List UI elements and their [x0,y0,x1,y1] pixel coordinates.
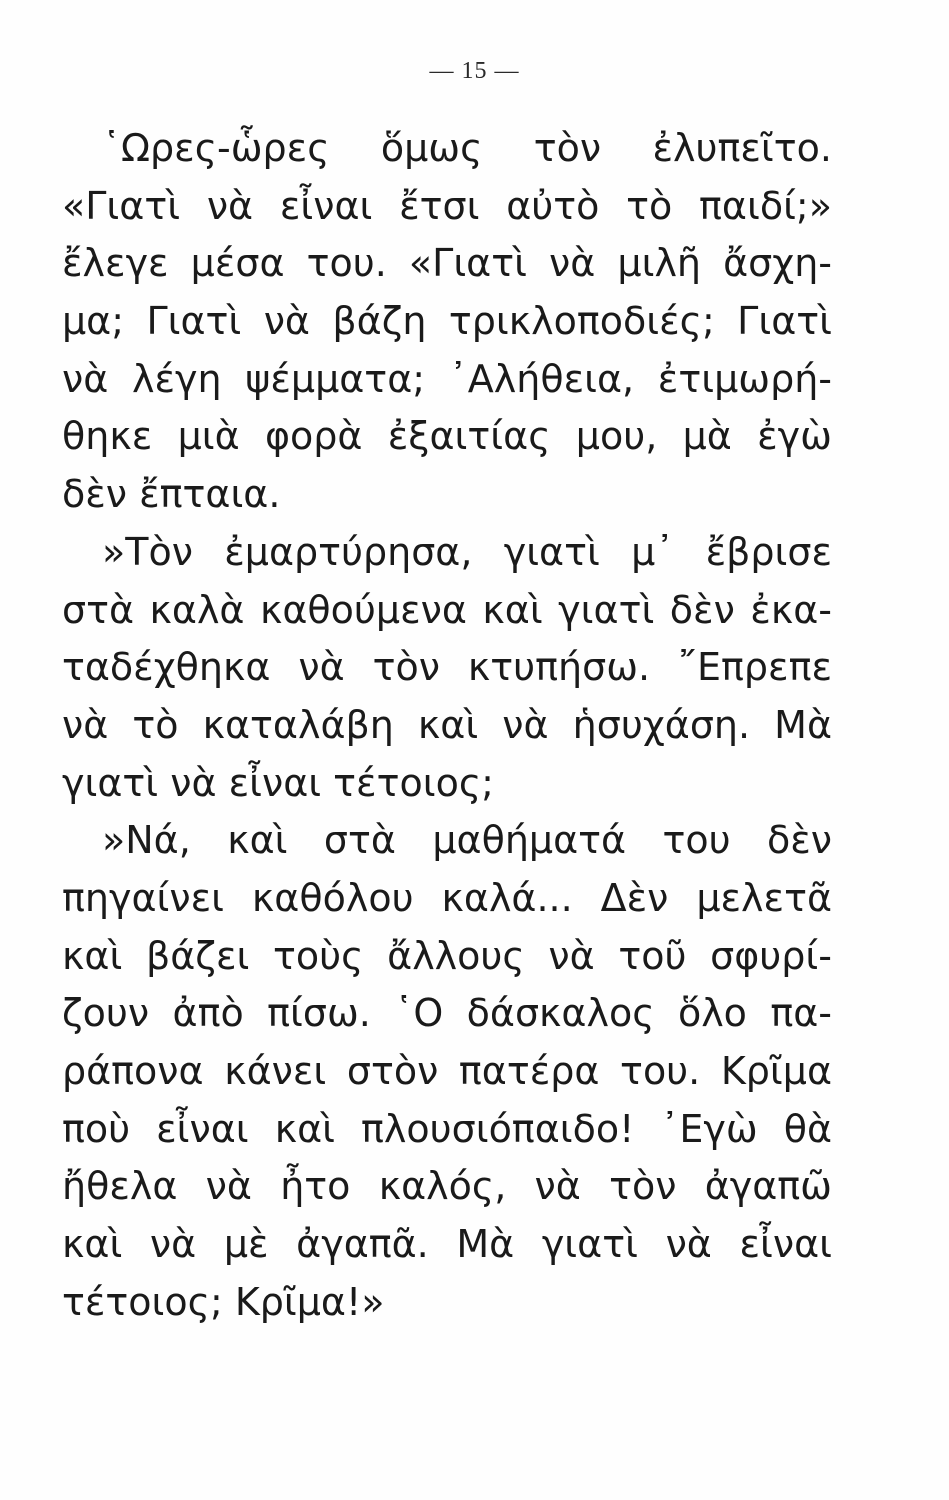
text-line: μα; Γιατὶ νὰ βάζη τρικλοποδιές; Γιατὶ [62,299,832,344]
text-line: θηκε μιὰ φορὰ ἐξαιτίας μου, μὰ ἐγὼ [62,414,832,459]
text-line: νὰ λέγη ψέμματα; ᾿Αλήθεια, ἐτιμωρή- [62,356,832,401]
text-line: καὶ νὰ μὲ ἀγαπᾶ. Μὰ γιατὶ νὰ εἶναι [62,1222,832,1267]
text-line: ἔλεγε μέσα του. «Γιατὶ νὰ μιλῆ ἄσχη- [62,241,832,286]
text-line: νὰ τὸ καταλάβη καὶ νὰ ἡσυχάση. Μὰ [62,702,832,747]
text-line: δὲν ἔπταια. [62,472,281,517]
text-line: ῾Ωρες-ὧρες ὅμως τὸν ἐλυπεῖτο. [102,126,832,170]
text-line: »Νά, καὶ στὰ μαθήματά του δὲν [102,818,832,863]
text-line: γιατὶ νὰ εἶναι τέτοιος; [62,760,494,805]
text-line: καὶ βάζει τοὺς ἄλλους νὰ τοῦ σφυρί- [62,933,832,978]
text-line: ἤθελα νὰ ἦτο καλός, νὰ τὸν ἀγαπῶ [62,1164,832,1209]
text-line: στὰ καλὰ καθούμενα καὶ γιατὶ δὲν ἐκα- [62,587,832,632]
body-text [62,120,832,1331]
text-line: «Γιατὶ νὰ εἶναι ἔτσι αὐτὸ τὸ παιδί;» [62,183,832,228]
text-line: ποὺ εἶναι καὶ πλουσιόπαιδο! ᾿Εγὼ θὰ [62,1106,832,1151]
page-number: — 15 — [429,58,520,84]
text-line: ταδέχθηκα νὰ τὸν κτυπήσω. ῎Επρεπε [62,645,832,690]
text-line: »Τὸν ἐμαρτύρησα, γιατὶ μ᾿ ἔβρισε [102,529,832,574]
text-line: ζουν ἀπὸ πίσω. ῾Ο δάσκαλος ὅλο πα- [62,991,832,1036]
text-line: ράπονα κάνει στὸν πατέρα του. Κρῖμα [62,1049,832,1093]
text-line: πηγαίνει καθόλου καλά... Δὲν μελετᾶ [62,875,832,920]
text-line: τέτοιος; Κρῖμα!» [62,1279,385,1324]
